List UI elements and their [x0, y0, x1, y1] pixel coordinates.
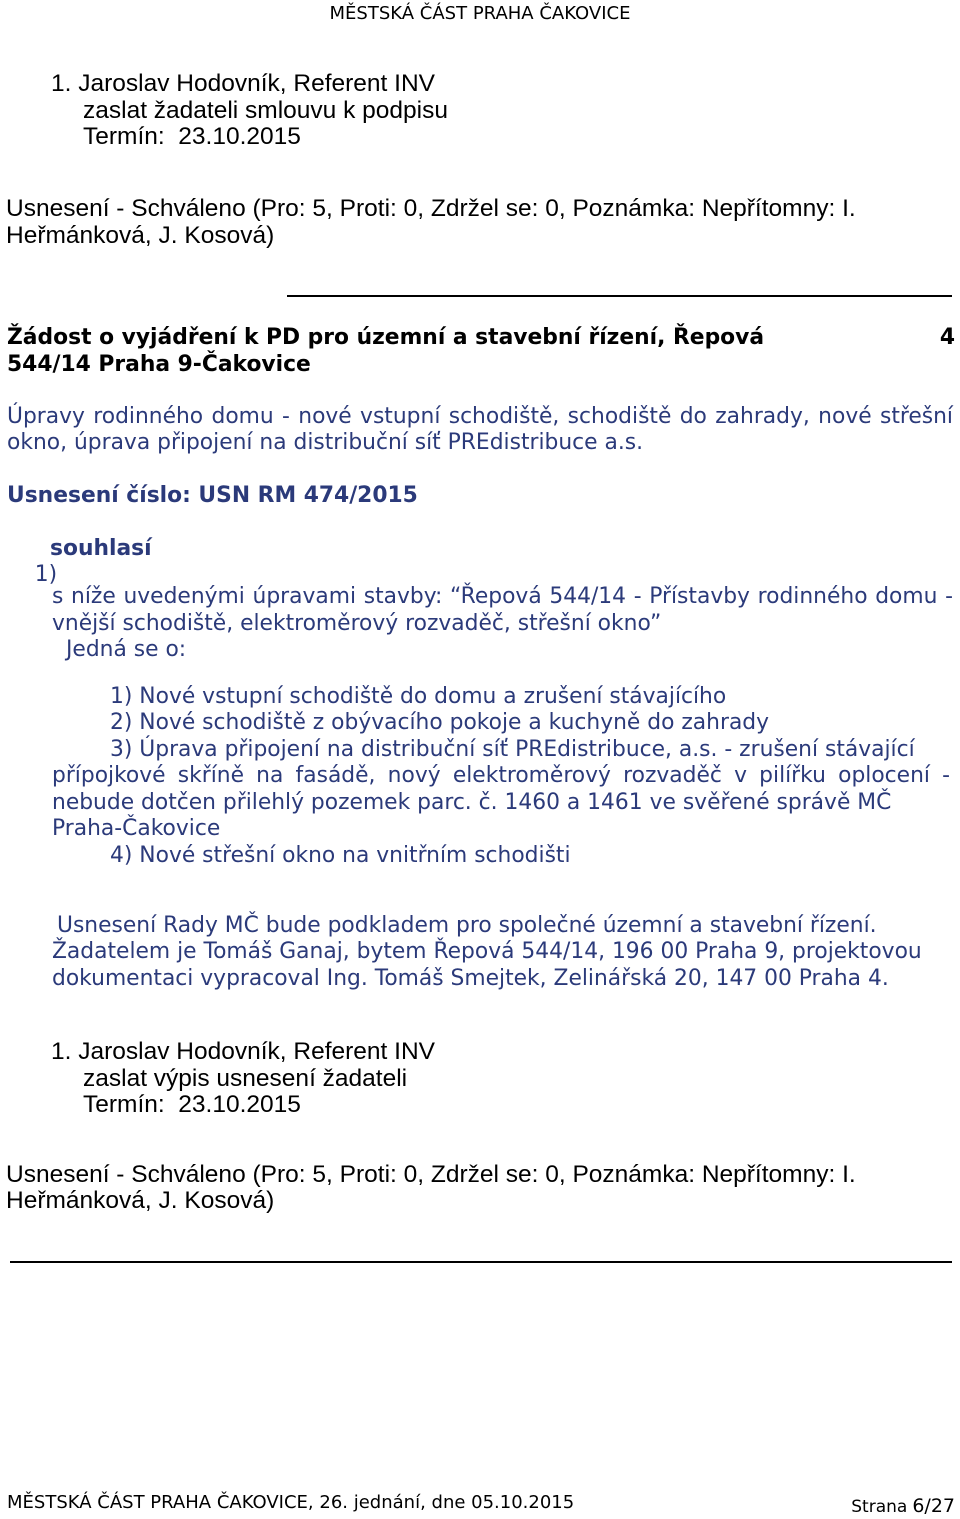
task-assignee: 1. Jaroslav Hodovník, Referent INV	[51, 70, 436, 97]
item-description-line: Úpravy rodinného domu - nové vstupní schodiště, schodiště do zahrady, nové střešní	[7, 404, 953, 429]
note-line: dokumentaci vypracoval Ing. Tomáš Smejtek, Zelinářská 20, 147 00 Praha 4.	[52, 966, 889, 991]
resolution-number: Usnesení číslo: USN RM 474/2015	[7, 483, 418, 508]
agenda-item-title: Žádost o vyjádření k PD pro územní a stavební řízení, Řepová	[7, 325, 765, 350]
list-item: 1) Nové vstupní schodiště do domu a zrušení stávajícího	[110, 684, 727, 709]
footer-page-number: 6/27	[912, 1495, 955, 1517]
list-item: 4) Nové střešní okno na vnitřním schodišti	[110, 843, 571, 868]
item-description-line: okno, úprava připojení na distribuční síť PREdistribuce a.s.	[7, 430, 644, 455]
list-intro: Jedná se o:	[66, 637, 187, 662]
footer-page-label: Strana	[851, 1497, 908, 1517]
list-item-cont: nebude dotčen přilehlý pozemek parc. č. 1460 a 1461 ve svěřené správě MČ	[52, 790, 892, 815]
approval-text-line: vnější schodiště, elektroměrový rozvaděč, střešní okno”	[52, 611, 662, 636]
task-deadline: Termín: 23.10.2015	[83, 123, 301, 150]
task-action: zaslat výpis usnesení žadateli	[83, 1065, 408, 1092]
separator-rule	[10, 1261, 952, 1263]
point-verb: souhlasí	[50, 536, 152, 561]
task-assignee: 1. Jaroslav Hodovník, Referent INV	[51, 1038, 436, 1065]
resolution-vote-line: Heřmánková, J. Kosová)	[6, 1187, 275, 1214]
resolution-vote-line: Heřmánková, J. Kosová)	[6, 222, 275, 249]
task-deadline: Termín: 23.10.2015	[83, 1091, 301, 1118]
note-line: Usnesení Rady MČ bude podkladem pro společné územní a stavební řízení.	[57, 913, 877, 938]
list-item: 2) Nové schodiště z obývacího pokoje a kuchyně do zahrady	[110, 710, 770, 735]
resolution-point	[7, 536, 152, 614]
agenda-item-number: 4	[939, 325, 955, 350]
footer-meeting-info: MĚSTSKÁ ČÁST PRAHA ČAKOVICE, 26. jednání, dne 05.10.2015	[7, 1492, 575, 1513]
task-action: zaslat žadateli smlouvu k podpisu	[83, 97, 448, 124]
point-number: 1)	[34, 562, 58, 587]
separator-rule	[287, 295, 952, 297]
list-item: 3) Úprava připojení na distribuční síť PREdistribuce, a.s. - zrušení stávající	[110, 737, 915, 762]
approval-text-line: s níže uvedenými úpravami stavby: “Řepová 544/14 - Přístavby rodinného domu -	[52, 584, 953, 609]
list-item-cont: přípojkové skříně na fasádě, nový elektroměrový rozvaděč v pilířku oplocení -	[52, 763, 950, 788]
resolution-vote-line: Usnesení - Schváleno (Pro: 5, Proti: 0, Zdržel se: 0, Poznámka: Nepřítomny: I.	[6, 1161, 856, 1188]
page-header-title: MĚSTSKÁ ČÁST PRAHA ČAKOVICE	[329, 3, 631, 24]
agenda-item-title-cont: 544/14 Praha 9-Čakovice	[7, 352, 311, 377]
resolution-vote-line: Usnesení - Schváleno (Pro: 5, Proti: 0, Zdržel se: 0, Poznámka: Nepřítomny: I.	[6, 195, 856, 222]
footer-page-indicator	[851, 1495, 955, 1518]
list-item-cont: Praha-Čakovice	[52, 816, 221, 841]
note-line: Žadatelem je Tomáš Ganaj, bytem Řepová 544/14, 196 00 Praha 9, projektovou	[52, 939, 922, 964]
